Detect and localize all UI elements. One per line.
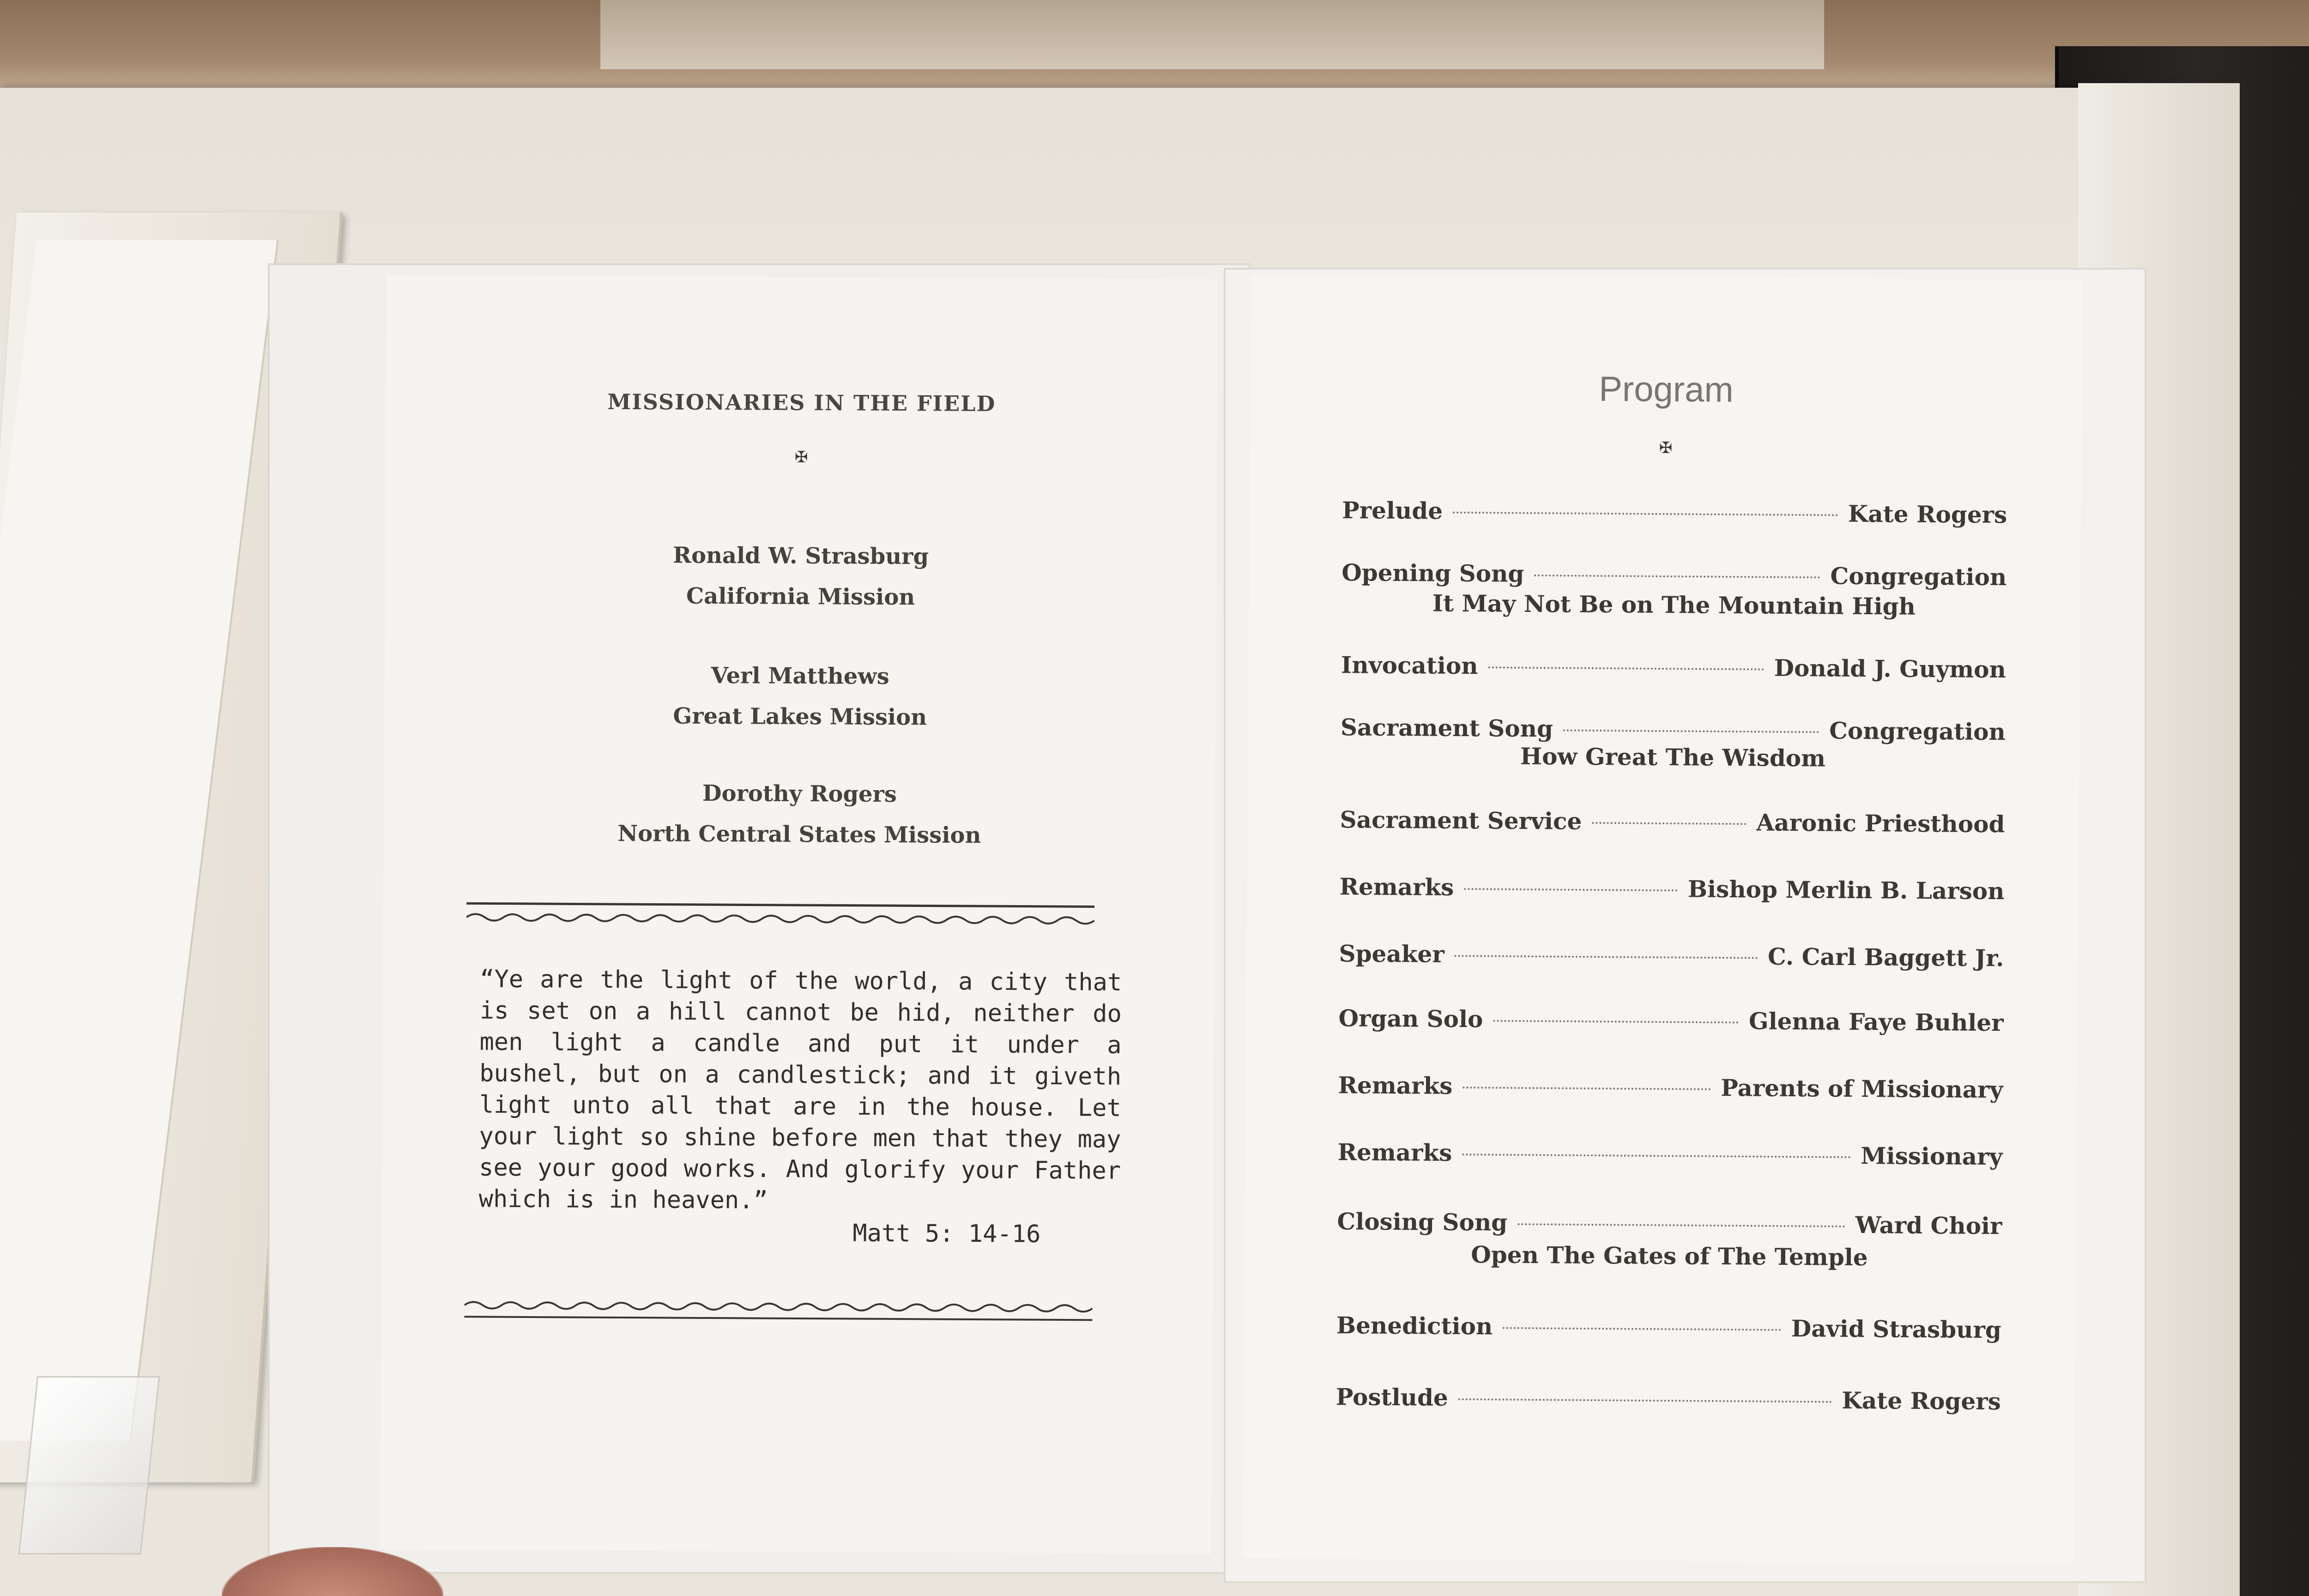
missionaries-title: MISSIONARIES IN THE FIELD <box>607 389 996 417</box>
program-item-label: Opening Song <box>1342 559 1524 587</box>
photo-corner <box>18 1376 160 1554</box>
missionary-entry <box>384 771 1215 857</box>
leader-dots <box>1453 512 1838 516</box>
program-item <box>1339 940 2004 972</box>
plastic-sleeve <box>600 0 1824 69</box>
program-item-label: Sacrament Song <box>1340 713 1553 743</box>
missionary-entry <box>385 533 1216 619</box>
program-item-label: Remarks <box>1337 1138 1452 1167</box>
program-item <box>1337 1208 2002 1239</box>
program-item-label: Closing Song <box>1337 1208 1508 1236</box>
leader-dots <box>1488 666 1764 670</box>
thumb <box>222 1547 443 1596</box>
leader-dots <box>1563 729 1819 733</box>
program-item-label: Sacrament Service <box>1340 806 1582 835</box>
program-item-person: David Strasburg <box>1791 1314 2002 1344</box>
leader-dots <box>1534 574 1820 578</box>
top-divider <box>466 894 1094 934</box>
leader-dots <box>1517 1223 1845 1227</box>
ornament-icon: ✠ <box>1659 438 1673 458</box>
program-item-person: Kate Rogers <box>1848 500 2007 529</box>
song-title: It May Not Be on The Mountain High <box>1432 589 1916 620</box>
program-item-label: Speaker <box>1339 940 1445 968</box>
program-item <box>1336 1383 2001 1415</box>
program-item <box>1341 713 2006 745</box>
program-item-person: Bishop Merlin B. Larson <box>1687 875 2005 905</box>
leader-dots <box>1592 822 1746 825</box>
missionary-name: Ronald W. Strasburg <box>672 542 929 570</box>
song-title: Open The Gates of The Temple <box>1470 1241 1868 1271</box>
leader-dots <box>1458 1398 1832 1403</box>
program-item <box>1341 651 2006 683</box>
program-item-person: Glenna Faye Buhler <box>1748 1007 2004 1037</box>
program-item <box>1339 873 2004 905</box>
program-item-person: Aaronic Priesthood <box>1756 809 2005 838</box>
program-item-person: Missionary <box>1861 1142 2003 1171</box>
program-item-label: Postlude <box>1336 1383 1448 1411</box>
scripture-citation: Matt 5: 14-16 <box>852 1219 1041 1248</box>
program-item <box>1342 559 2007 591</box>
program-item-person: Parents of Missionary <box>1721 1074 2003 1104</box>
program-item-label: Organ Solo <box>1338 1004 1483 1033</box>
program-item-person: Congregation <box>1829 717 2006 746</box>
program-item <box>1337 1138 2002 1170</box>
leader-dots <box>1493 1020 1739 1023</box>
missionary-entry <box>384 653 1216 739</box>
program-item <box>1338 1071 2003 1103</box>
program-item-person: Ward Choir <box>1855 1211 2002 1240</box>
leader-dots <box>1454 955 1757 959</box>
program-item-label: Remarks <box>1338 1071 1453 1100</box>
program-item-label: Benediction <box>1336 1312 1493 1340</box>
missionary-name: Dorothy Rogers <box>702 780 897 808</box>
ornament-icon: ✠ <box>794 447 808 467</box>
leader-dots <box>1464 888 1678 891</box>
program-item-label: Remarks <box>1339 873 1454 901</box>
missionary-mission: North Central States Mission <box>617 820 981 849</box>
bottom-divider <box>464 1296 1092 1336</box>
program-item-person: Kate Rogers <box>1842 1386 2001 1415</box>
missionaries-page <box>380 275 1218 1554</box>
missionary-mission: Great Lakes Mission <box>673 703 927 731</box>
program-item-label: Prelude <box>1342 496 1443 525</box>
leader-dots <box>1503 1327 1781 1331</box>
program-item <box>1340 806 2005 838</box>
program-item <box>1342 496 2007 528</box>
song-title: How Great The Wisdom <box>1520 742 1826 772</box>
program-item-person: Congregation <box>1830 562 2007 591</box>
leader-dots <box>1463 1087 1711 1090</box>
missionary-name: Verl Matthews <box>711 662 889 690</box>
missionary-mission: California Mission <box>686 583 915 611</box>
program-item <box>1338 1004 2003 1036</box>
program-item-person: C. Carl Baggett Jr. <box>1767 943 2004 972</box>
program-item <box>1336 1312 2001 1343</box>
program-title: Program <box>1598 369 1734 410</box>
program-item-person: Donald J. Guymon <box>1774 654 2006 683</box>
leader-dots <box>1462 1154 1850 1158</box>
scripture-quote: “Ye are the light of the world, a city that is set on a hill cannot be hid, neither do men light a candle and put it under a bushel, but on a candlestick; and it giveth light unto all that are in the house. Let your light so shine before men that they may see your good works. And glorify your Father which is in heaven.” <box>478 965 1122 1215</box>
program-page <box>1242 274 2082 1564</box>
program-item-label: Invocation <box>1341 651 1478 680</box>
